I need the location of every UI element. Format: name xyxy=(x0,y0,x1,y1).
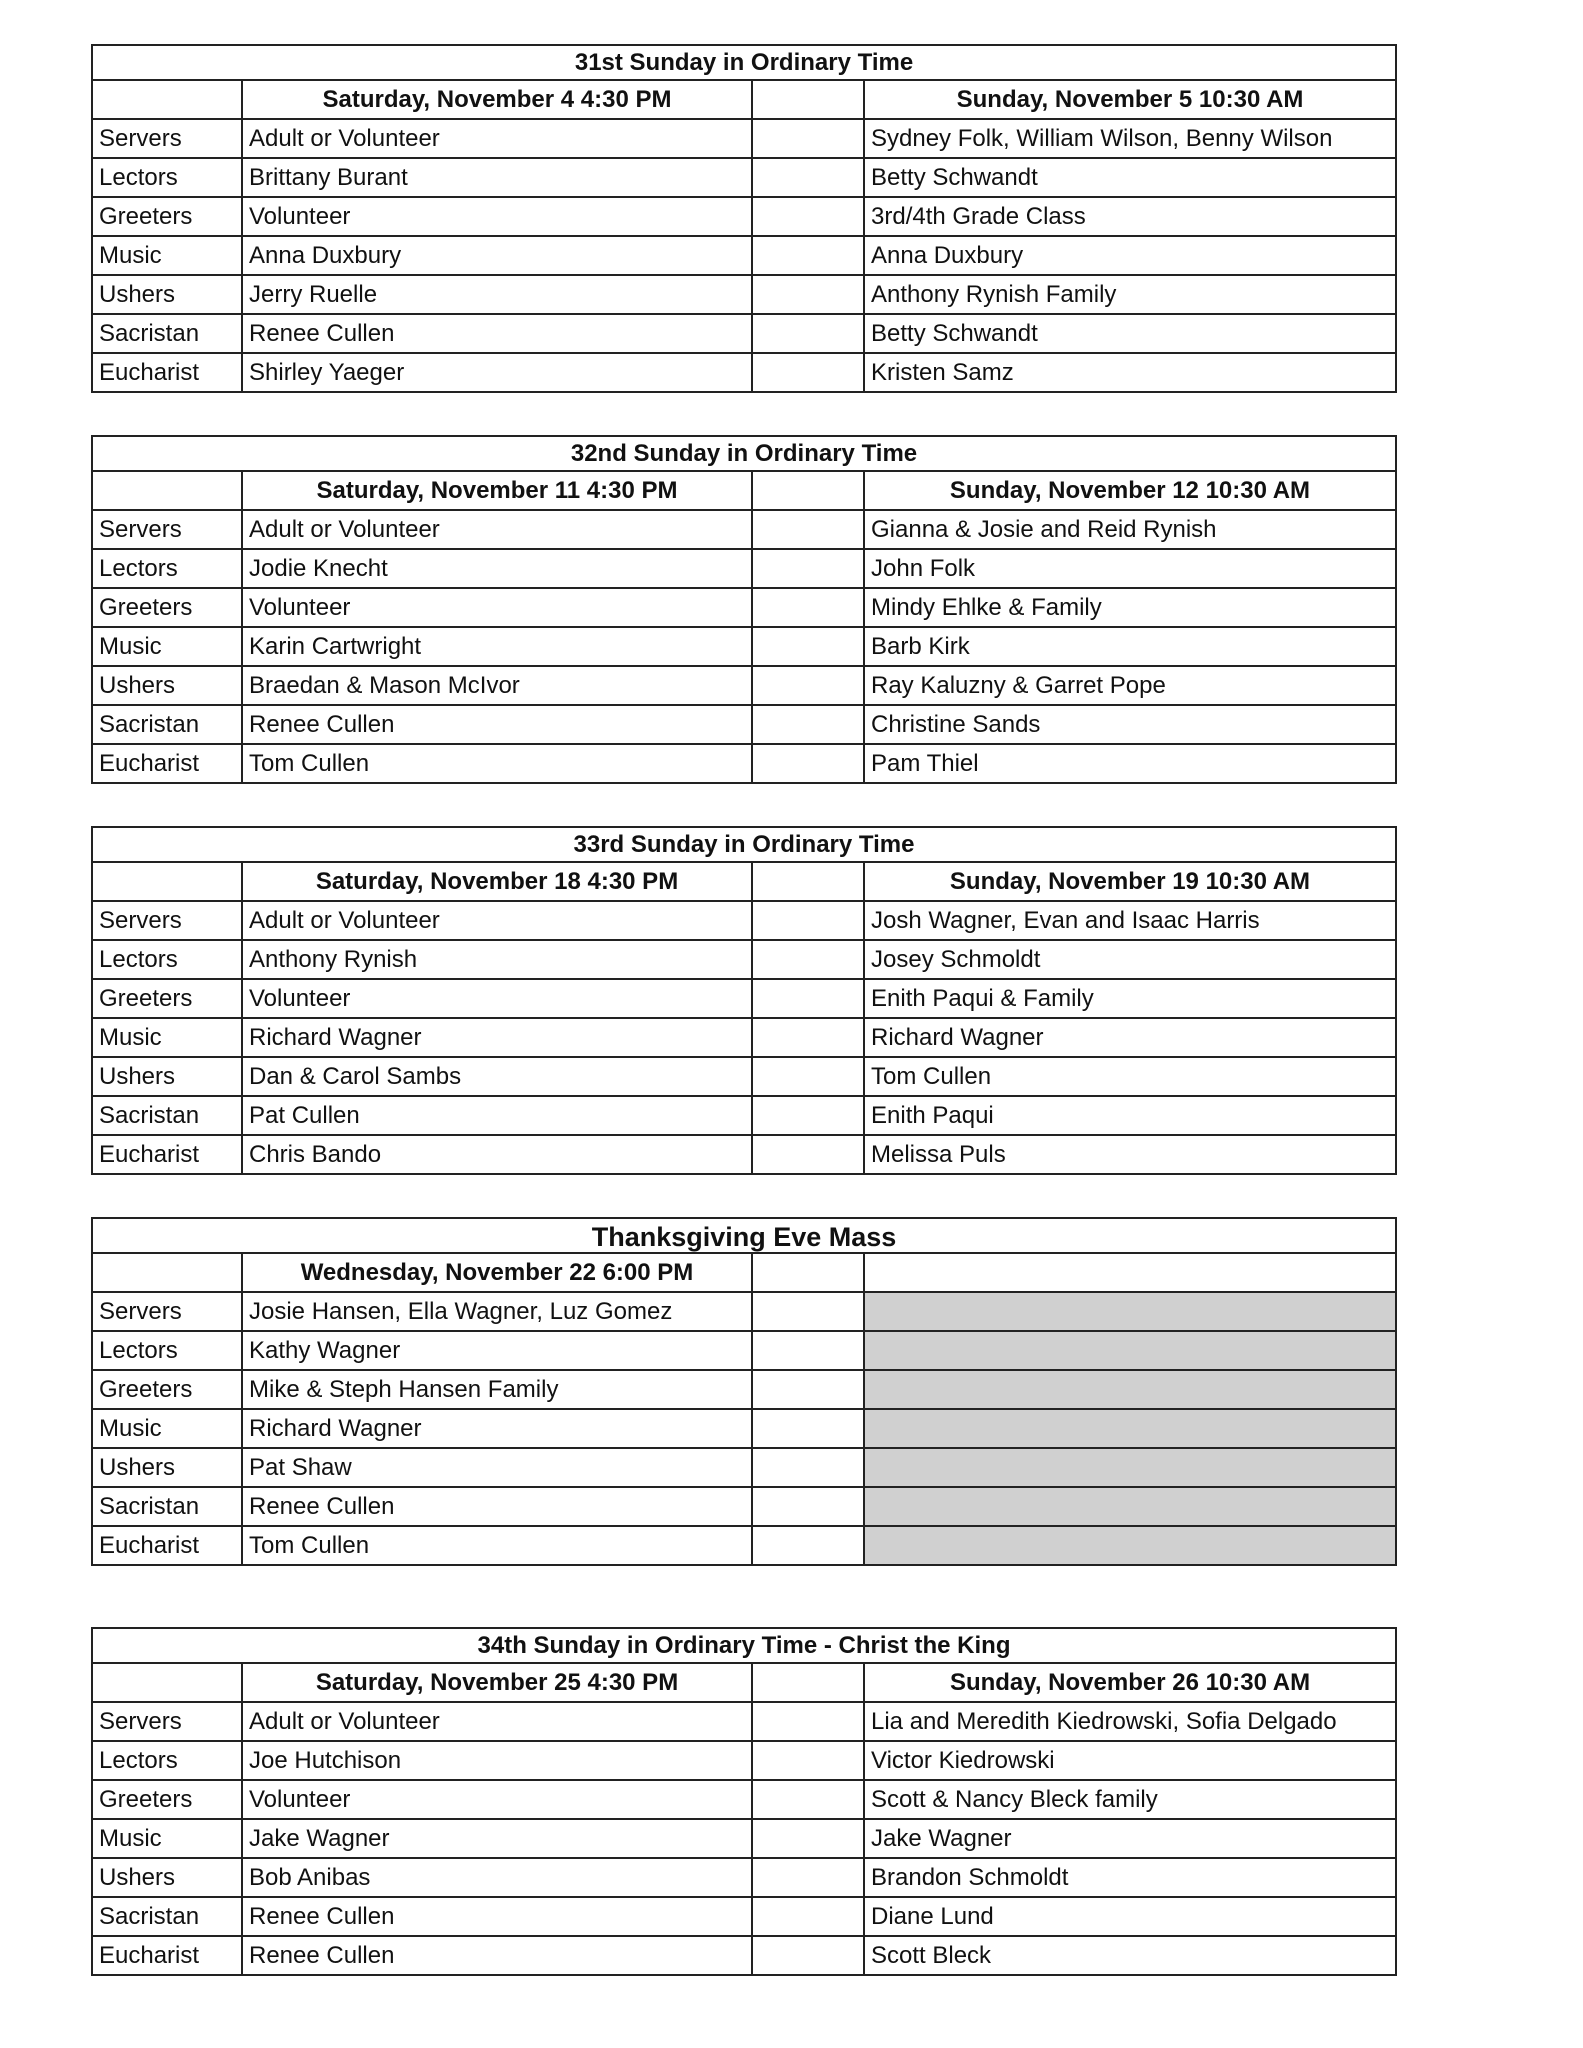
role-label: Servers xyxy=(92,119,242,158)
role-label: Music xyxy=(92,236,242,275)
role-label: Greeters xyxy=(92,979,242,1018)
second-mass-assignee: Anthony Rynish Family xyxy=(864,275,1396,314)
second-mass-assignee: Tom Cullen xyxy=(864,1057,1396,1096)
first-mass-assignee: Jake Wagner xyxy=(242,1819,752,1858)
table-row xyxy=(92,1487,1396,1526)
blank-cell xyxy=(92,1253,242,1292)
first-mass-assignee: Braedan & Mason McIvor xyxy=(242,666,752,705)
blank-cell xyxy=(752,1448,864,1487)
role-label: Ushers xyxy=(92,1057,242,1096)
table-row xyxy=(92,1897,1396,1936)
second-mass-assignee: Brandon Schmoldt xyxy=(864,1858,1396,1897)
table-title: Thanksgiving Eve Mass xyxy=(92,1218,1396,1253)
blank-cell xyxy=(752,471,864,510)
saturday-mass-header: Saturday, November 4 4:30 PM xyxy=(242,80,752,119)
blank-cell xyxy=(752,119,864,158)
first-mass-assignee: Jodie Knecht xyxy=(242,549,752,588)
role-label: Servers xyxy=(92,510,242,549)
table-row xyxy=(92,901,1396,940)
second-mass-assignee: Josey Schmoldt xyxy=(864,940,1396,979)
first-mass-assignee: Jerry Ruelle xyxy=(242,275,752,314)
shaded-empty-cell xyxy=(864,1292,1396,1331)
role-label: Ushers xyxy=(92,1858,242,1897)
sunday-mass-header: Sunday, November 19 10:30 AM xyxy=(864,862,1396,901)
table-title: 33rd Sunday in Ordinary Time xyxy=(92,827,1396,862)
table-row xyxy=(92,353,1396,392)
empty-mass-header xyxy=(864,1253,1396,1292)
first-mass-assignee: Bob Anibas xyxy=(242,1858,752,1897)
blank-cell xyxy=(752,80,864,119)
first-mass-assignee: Pat Shaw xyxy=(242,1448,752,1487)
table-row xyxy=(92,705,1396,744)
schedule-table-34th-sunday xyxy=(91,1627,1397,1976)
role-label: Sacristan xyxy=(92,314,242,353)
sunday-mass-header: Sunday, November 12 10:30 AM xyxy=(864,471,1396,510)
role-label: Sacristan xyxy=(92,1897,242,1936)
blank-cell xyxy=(92,1663,242,1702)
table-row xyxy=(92,1526,1396,1565)
blank-cell xyxy=(752,549,864,588)
first-mass-assignee: Renee Cullen xyxy=(242,1936,752,1975)
first-mass-assignee: Anthony Rynish xyxy=(242,940,752,979)
first-mass-assignee: Josie Hansen, Ella Wagner, Luz Gomez xyxy=(242,1292,752,1331)
second-mass-assignee: Richard Wagner xyxy=(864,1018,1396,1057)
blank-cell xyxy=(752,1018,864,1057)
first-mass-assignee: Brittany Burant xyxy=(242,158,752,197)
table-row xyxy=(92,1096,1396,1135)
first-mass-assignee: Volunteer xyxy=(242,588,752,627)
first-mass-assignee: Kathy Wagner xyxy=(242,1331,752,1370)
first-mass-assignee: Chris Bando xyxy=(242,1135,752,1174)
second-mass-assignee: Scott & Nancy Bleck family xyxy=(864,1780,1396,1819)
second-mass-assignee: Kristen Samz xyxy=(864,353,1396,392)
table-row xyxy=(92,236,1396,275)
blank-cell xyxy=(752,1819,864,1858)
role-label: Sacristan xyxy=(92,705,242,744)
table-row xyxy=(92,940,1396,979)
table-row xyxy=(92,158,1396,197)
role-label: Ushers xyxy=(92,275,242,314)
table-row xyxy=(92,314,1396,353)
second-mass-assignee: Victor Kiedrowski xyxy=(864,1741,1396,1780)
blank-cell xyxy=(752,940,864,979)
blank-cell xyxy=(752,1780,864,1819)
first-mass-assignee: Adult or Volunteer xyxy=(242,119,752,158)
first-mass-assignee: Renee Cullen xyxy=(242,314,752,353)
sunday-mass-header: Sunday, November 26 10:30 AM xyxy=(864,1663,1396,1702)
blank-cell xyxy=(752,666,864,705)
first-mass-assignee: Anna Duxbury xyxy=(242,236,752,275)
second-mass-assignee: Mindy Ehlke & Family xyxy=(864,588,1396,627)
role-label: Sacristan xyxy=(92,1096,242,1135)
role-label: Greeters xyxy=(92,588,242,627)
table-row xyxy=(92,1057,1396,1096)
first-mass-assignee: Tom Cullen xyxy=(242,744,752,783)
table-row xyxy=(92,275,1396,314)
first-mass-assignee: Volunteer xyxy=(242,1780,752,1819)
shaded-empty-cell xyxy=(864,1487,1396,1526)
blank-cell xyxy=(752,510,864,549)
role-label: Eucharist xyxy=(92,1936,242,1975)
role-label: Ushers xyxy=(92,666,242,705)
schedule-table-thanksgiving-eve xyxy=(91,1217,1397,1566)
role-label: Greeters xyxy=(92,1370,242,1409)
second-mass-assignee: Josh Wagner, Evan and Isaac Harris xyxy=(864,901,1396,940)
second-mass-assignee: Barb Kirk xyxy=(864,627,1396,666)
saturday-mass-header: Saturday, November 25 4:30 PM xyxy=(242,1663,752,1702)
second-mass-assignee: Scott Bleck xyxy=(864,1936,1396,1975)
role-label: Servers xyxy=(92,1292,242,1331)
table-row xyxy=(92,1936,1396,1975)
first-mass-assignee: Tom Cullen xyxy=(242,1526,752,1565)
blank-cell xyxy=(752,1936,864,1975)
first-mass-assignee: Joe Hutchison xyxy=(242,1741,752,1780)
schedule-table-32nd-sunday xyxy=(91,435,1397,784)
shaded-empty-cell xyxy=(864,1370,1396,1409)
role-label: Greeters xyxy=(92,197,242,236)
first-mass-assignee: Richard Wagner xyxy=(242,1018,752,1057)
role-label: Ushers xyxy=(92,1448,242,1487)
blank-cell xyxy=(752,1370,864,1409)
blank-cell xyxy=(752,1663,864,1702)
blank-cell xyxy=(752,1487,864,1526)
blank-cell xyxy=(752,744,864,783)
table-row xyxy=(92,1780,1396,1819)
role-label: Lectors xyxy=(92,158,242,197)
table-row xyxy=(92,979,1396,1018)
role-label: Servers xyxy=(92,901,242,940)
role-label: Lectors xyxy=(92,940,242,979)
blank-cell xyxy=(752,1057,864,1096)
blank-cell xyxy=(752,1292,864,1331)
table-row xyxy=(92,1819,1396,1858)
role-label: Eucharist xyxy=(92,1526,242,1565)
second-mass-assignee: Betty Schwandt xyxy=(864,158,1396,197)
second-mass-assignee: Pam Thiel xyxy=(864,744,1396,783)
blank-cell xyxy=(752,862,864,901)
second-mass-assignee: Melissa Puls xyxy=(864,1135,1396,1174)
table-row xyxy=(92,1702,1396,1741)
table-title: 34th Sunday in Ordinary Time - Christ the King xyxy=(92,1628,1396,1663)
table-row xyxy=(92,1409,1396,1448)
role-label: Eucharist xyxy=(92,353,242,392)
second-mass-assignee: Betty Schwandt xyxy=(864,314,1396,353)
first-mass-assignee: Dan & Carol Sambs xyxy=(242,1057,752,1096)
role-label: Music xyxy=(92,1018,242,1057)
blank-cell xyxy=(752,1409,864,1448)
table-row xyxy=(92,1292,1396,1331)
second-mass-assignee: 3rd/4th Grade Class xyxy=(864,197,1396,236)
table-row xyxy=(92,1741,1396,1780)
second-mass-assignee: Enith Paqui xyxy=(864,1096,1396,1135)
role-label: Greeters xyxy=(92,1780,242,1819)
blank-cell xyxy=(752,1096,864,1135)
first-mass-assignee: Pat Cullen xyxy=(242,1096,752,1135)
table-row xyxy=(92,197,1396,236)
table-row xyxy=(92,1858,1396,1897)
table-row xyxy=(92,1370,1396,1409)
first-mass-assignee: Adult or Volunteer xyxy=(242,901,752,940)
table-row xyxy=(92,588,1396,627)
first-mass-assignee: Volunteer xyxy=(242,197,752,236)
schedule-table-33rd-sunday xyxy=(91,826,1397,1175)
first-mass-assignee: Renee Cullen xyxy=(242,705,752,744)
table-row xyxy=(92,1018,1396,1057)
saturday-mass-header: Saturday, November 18 4:30 PM xyxy=(242,862,752,901)
table-row xyxy=(92,510,1396,549)
second-mass-assignee: Jake Wagner xyxy=(864,1819,1396,1858)
table-row xyxy=(92,627,1396,666)
saturday-mass-header: Saturday, November 11 4:30 PM xyxy=(242,471,752,510)
blank-cell xyxy=(752,275,864,314)
first-mass-assignee: Mike & Steph Hansen Family xyxy=(242,1370,752,1409)
first-mass-assignee: Renee Cullen xyxy=(242,1897,752,1936)
second-mass-assignee: Christine Sands xyxy=(864,705,1396,744)
blank-cell xyxy=(752,236,864,275)
first-mass-assignee: Volunteer xyxy=(242,979,752,1018)
first-mass-assignee: Richard Wagner xyxy=(242,1409,752,1448)
blank-cell xyxy=(752,197,864,236)
table-row xyxy=(92,119,1396,158)
blank-cell xyxy=(752,1741,864,1780)
role-label: Music xyxy=(92,1409,242,1448)
role-label: Lectors xyxy=(92,1741,242,1780)
role-label: Music xyxy=(92,1819,242,1858)
wednesday-mass-header: Wednesday, November 22 6:00 PM xyxy=(242,1253,752,1292)
blank-cell xyxy=(752,627,864,666)
blank-cell xyxy=(92,471,242,510)
shaded-empty-cell xyxy=(864,1331,1396,1370)
sunday-mass-header: Sunday, November 5 10:30 AM xyxy=(864,80,1396,119)
second-mass-assignee: Lia and Meredith Kiedrowski, Sofia Delgado xyxy=(864,1702,1396,1741)
blank-cell xyxy=(752,705,864,744)
first-mass-assignee: Adult or Volunteer xyxy=(242,510,752,549)
schedule-table-31st-sunday xyxy=(91,44,1397,393)
role-label: Servers xyxy=(92,1702,242,1741)
first-mass-assignee: Adult or Volunteer xyxy=(242,1702,752,1741)
shaded-empty-cell xyxy=(864,1409,1396,1448)
blank-cell xyxy=(752,588,864,627)
table-row xyxy=(92,1331,1396,1370)
first-mass-assignee: Renee Cullen xyxy=(242,1487,752,1526)
second-mass-assignee: Sydney Folk, William Wilson, Benny Wilson xyxy=(864,119,1396,158)
second-mass-assignee: Anna Duxbury xyxy=(864,236,1396,275)
role-label: Sacristan xyxy=(92,1487,242,1526)
table-title: 31st Sunday in Ordinary Time xyxy=(92,45,1396,80)
blank-cell xyxy=(752,979,864,1018)
blank-cell xyxy=(92,80,242,119)
second-mass-assignee: Enith Paqui & Family xyxy=(864,979,1396,1018)
blank-cell xyxy=(752,158,864,197)
second-mass-assignee: John Folk xyxy=(864,549,1396,588)
blank-cell xyxy=(752,1526,864,1565)
table-row xyxy=(92,744,1396,783)
role-label: Eucharist xyxy=(92,1135,242,1174)
blank-cell xyxy=(92,862,242,901)
blank-cell xyxy=(752,1253,864,1292)
shaded-empty-cell xyxy=(864,1526,1396,1565)
role-label: Music xyxy=(92,627,242,666)
table-row xyxy=(92,549,1396,588)
first-mass-assignee: Karin Cartwright xyxy=(242,627,752,666)
role-label: Lectors xyxy=(92,549,242,588)
blank-cell xyxy=(752,1135,864,1174)
second-mass-assignee: Diane Lund xyxy=(864,1897,1396,1936)
blank-cell xyxy=(752,1702,864,1741)
blank-cell xyxy=(752,901,864,940)
blank-cell xyxy=(752,1331,864,1370)
role-label: Eucharist xyxy=(92,744,242,783)
shaded-empty-cell xyxy=(864,1448,1396,1487)
table-row xyxy=(92,1135,1396,1174)
blank-cell xyxy=(752,353,864,392)
table-row xyxy=(92,1448,1396,1487)
second-mass-assignee: Ray Kaluzny & Garret Pope xyxy=(864,666,1396,705)
blank-cell xyxy=(752,314,864,353)
blank-cell xyxy=(752,1897,864,1936)
role-label: Lectors xyxy=(92,1331,242,1370)
table-row xyxy=(92,666,1396,705)
blank-cell xyxy=(752,1858,864,1897)
first-mass-assignee: Shirley Yaeger xyxy=(242,353,752,392)
second-mass-assignee: Gianna & Josie and Reid Rynish xyxy=(864,510,1396,549)
table-title: 32nd Sunday in Ordinary Time xyxy=(92,436,1396,471)
